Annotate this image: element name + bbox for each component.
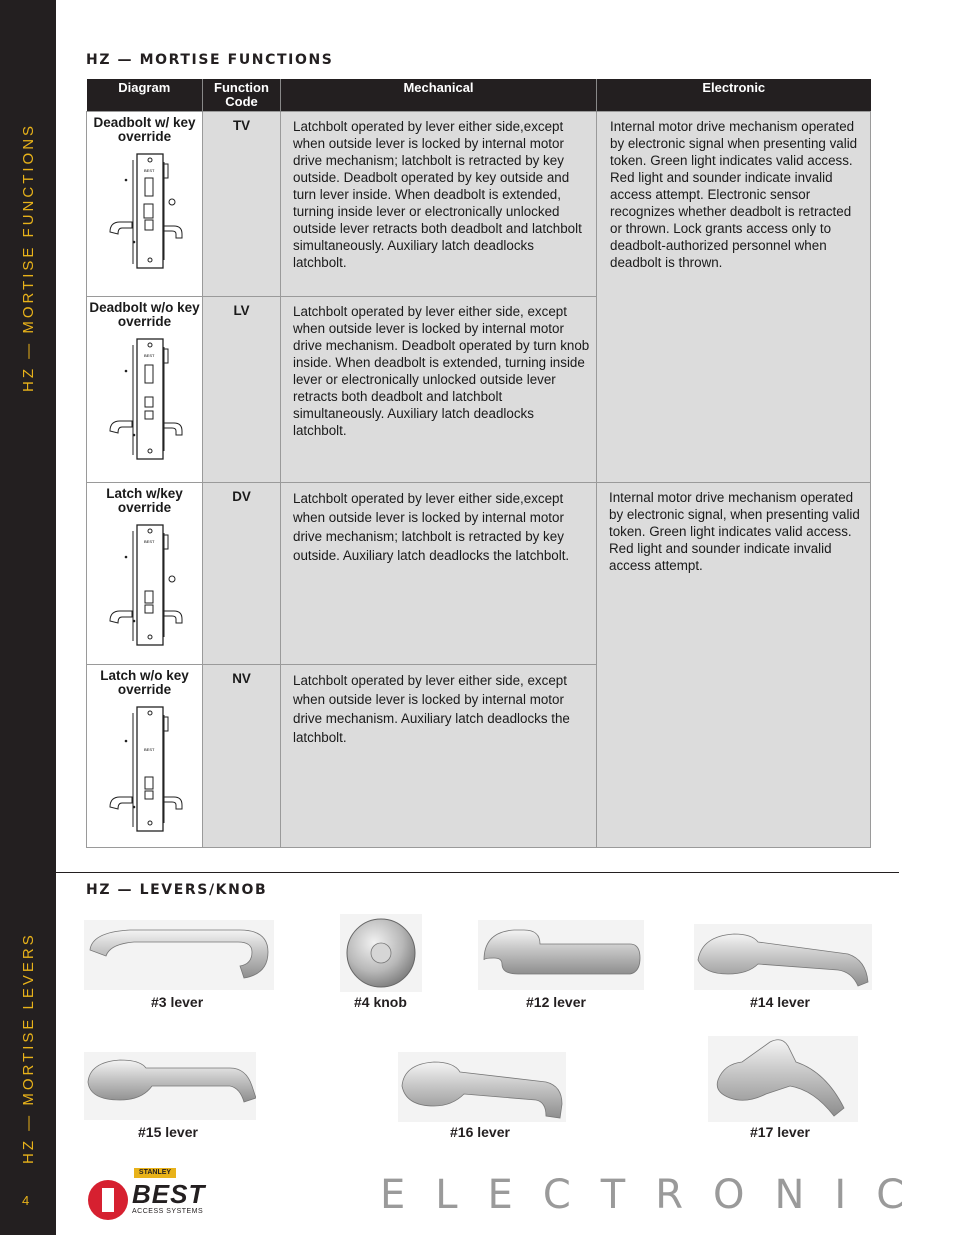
function-code-cell: DV — [203, 483, 281, 665]
diagram-label: Deadbolt w/o key override — [89, 300, 200, 329]
diagram-cell — [87, 112, 203, 297]
knob-4-label: #4 knob — [354, 994, 407, 1010]
sidebar-bottom-label: HZ — MORTISE LEVERS — [20, 932, 37, 1164]
lever-17-label: #17 lever — [750, 1124, 810, 1140]
stanley-tag: STANLEY — [138, 1169, 172, 1176]
header-diagram: Diagram — [87, 79, 203, 112]
function-code-cell: TV — [203, 112, 281, 297]
lever-12-label: #12 lever — [526, 994, 586, 1010]
sidebar-top-label: HZ — MORTISE FUNCTIONS — [20, 122, 37, 392]
electronic-wordmark: ELECTRONIC — [380, 1172, 935, 1218]
lever-12-image — [478, 920, 644, 990]
diagram-cell — [87, 483, 203, 665]
header-function-code: Function Code — [203, 79, 281, 112]
function-code-cell: LV — [203, 297, 281, 483]
svg-text:BEST: BEST — [143, 353, 154, 358]
lock-diagram-latch-key — [102, 523, 188, 647]
lever-16-label: #16 lever — [450, 1124, 510, 1140]
diagram-label: Latch w/key override — [106, 486, 183, 515]
header-electronic: Electronic — [597, 79, 871, 112]
lever-15-label: #15 lever — [138, 1124, 198, 1140]
section-divider — [56, 872, 899, 873]
svg-text:BEST: BEST — [143, 168, 154, 173]
svg-text:BEST: BEST — [143, 539, 154, 544]
table-row — [87, 112, 871, 297]
header-mechanical: Mechanical — [281, 79, 597, 112]
page-number: 4 — [22, 1193, 30, 1208]
diagram-label: Deadbolt w/ key override — [93, 115, 196, 144]
mechanical-cell: Latchbolt operated by lever either side, except when outside lever is locked by internal motor drive mechanism. Auxiliary latch deadlocks the latchbolt. — [281, 665, 597, 848]
lock-diagram-deadbolt-key — [102, 152, 188, 270]
svg-text:BEST: BEST — [143, 747, 154, 752]
diagram-cell — [87, 665, 203, 848]
section-title-levers: HZ — LEVERS/KNOB — [86, 882, 268, 898]
electronic-cell-deadbolt: Internal motor drive mechanism operated by electronic signal when presenting valid token. Green light indicates valid access. Red light and sounder indicate invalid access attempt. Electronic sensor recognizes whether deadbolt is retracted or thrown. Lock grants access only to deadbolt-authorized personnel when deadbolt is thrown. — [597, 112, 871, 483]
lock-diagram-latch-no-key — [102, 705, 188, 833]
functions-table — [86, 79, 871, 848]
mechanical-cell: Latchbolt operated by lever either side,except when outside lever is locked by internal motor drive mechanism; latchbolt is retracted by key outside. Auxiliary latch deadlocks the latchbolt. — [281, 483, 597, 665]
mechanical-cell: Latchbolt operated by lever either side,except when outside lever is locked by internal motor drive mechanism; latchbolt is retracted by key outside. Deadbolt operated by key outside and turn lever inside. When deadbolt is extended, turning inside lever or electronically unlocked outside lever retracts both deadbolt and latchbolt simultaneously. Auxiliary latch deadlocks latchbolt. — [281, 112, 597, 297]
table-row — [87, 483, 871, 665]
table-header-row — [87, 79, 871, 112]
lever-14-image — [694, 924, 872, 990]
electronic-cell-latch: Internal motor drive mechanism operated by electronic signal, when presenting valid token. Green light indicates valid access. Red light and sounder indicate invalid access attempt. — [597, 483, 871, 848]
lever-3-label: #3 lever — [151, 994, 204, 1010]
knob-4-image — [340, 914, 422, 992]
lever-17-image — [708, 1036, 858, 1122]
lever-3-image — [84, 920, 274, 990]
lever-16-image — [398, 1052, 566, 1122]
best-logo — [86, 1168, 216, 1222]
section-title-functions: HZ — MORTISE FUNCTIONS — [86, 52, 334, 68]
mechanical-cell: Latchbolt operated by lever either side, except when outside lever is locked by internal motor drive mechanism. Deadbolt operated by turn knob inside. When deadbolt is extended, turning inside lever or electronically unlocked outside lever retracts both deadbolt and latchbolt simultaneously. Auxiliary latch deadlocks latchbolt. — [281, 297, 597, 483]
best-wordmark: BEST — [132, 1179, 206, 1209]
lock-diagram-deadbolt-no-key — [102, 337, 188, 461]
lever-14-label: #14 lever — [750, 994, 810, 1010]
diagram-label: Latch w/o key override — [100, 668, 189, 697]
diagram-cell — [87, 297, 203, 483]
best-subtitle: ACCESS SYSTEMS — [132, 1208, 204, 1215]
lever-15-image — [84, 1052, 256, 1120]
sidebar — [0, 0, 56, 1235]
function-code-cell: NV — [203, 665, 281, 848]
